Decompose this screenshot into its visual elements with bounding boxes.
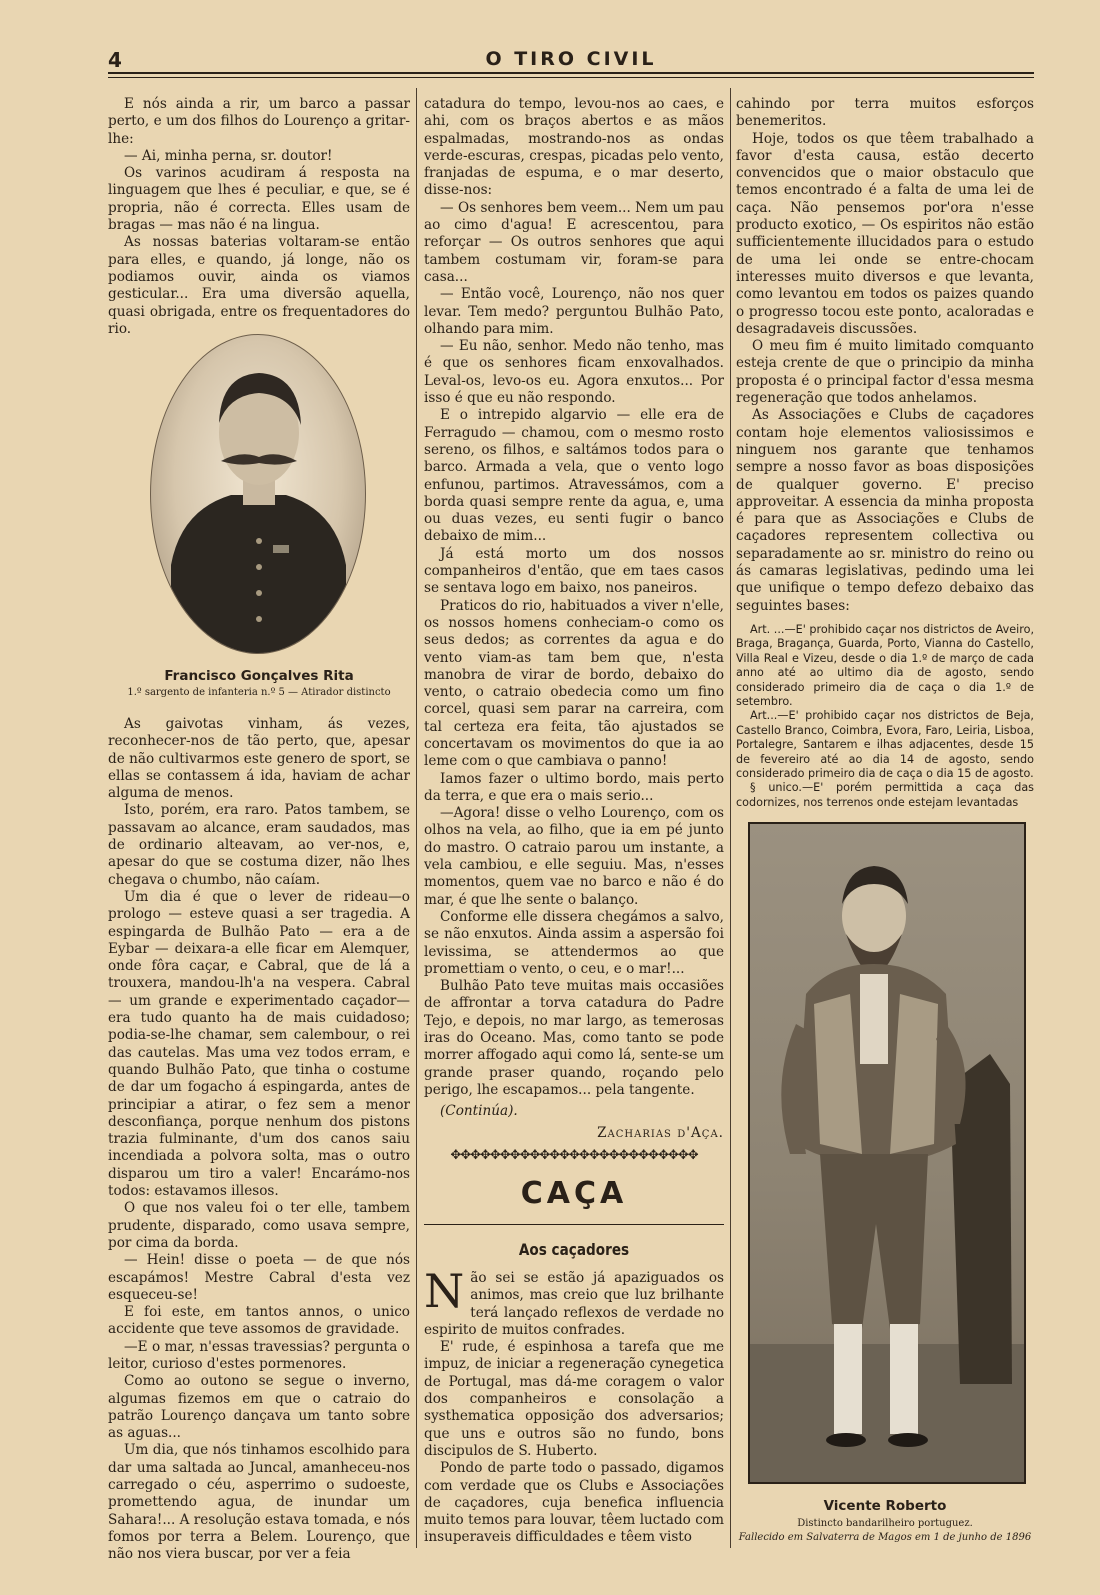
paragraph: — Ai, minha perna, sr. doutor!: [124, 147, 333, 164]
portrait-caption-name: Francisco Gonçalves Rita: [164, 668, 354, 684]
law-articles: [736, 623, 1034, 810]
paragraph: catadura do tempo, levou-nos ao caes, e ahi, com os braços abertos e as mãos espalmadas, mostrando-nos as ondas verde-escuras, crespas, picadas pelo vento, franjadas de espuma, e o mar deserto, disse-nos:: [424, 96, 724, 199]
paragraph: As Associações e Clubs de caçadores contam hoje elementos valiosissimos e ninguem nos garante que tenhamos sempre a nosso favor as boas disposições de qualquer governo. E' preciso approveitar. A essencia da minha proposta é para que as Associações e Clubs de caçadores representem collectiva ou separadamente ao sr. ministro do reino ou ás camaras legislativas, pedindo uma lei que unifique o tempo defezo debaixo das seguintes bases:: [736, 407, 1034, 614]
photo-caption-subtitle-2: Fallecido em Salvaterra de Magos em 1 de junho de 1896: [738, 1532, 1032, 1543]
column-1-bottom: [108, 716, 410, 1564]
author-signature: Zacharias d'Aça.: [597, 1124, 724, 1141]
paragraph: E' rude, é espinhosa a tarefa que me impuz, de iniciar a regeneração cynegetica de Portugal, mas dá-me coragem o valor dos companheiros e consolação a systhematica opposição dos adversarios; que uns e outros são no fundo, bons discipulos de S. Huberto.: [424, 1339, 724, 1459]
paragraph-text: ão sei se estão já apaziguados os animos, mas creio que luz brilhante terá lançado reflexos de verdade no espirito de muitos confrades.: [424, 1270, 724, 1338]
photo-figure: [750, 824, 1024, 1482]
paragraph: — Hein! disse o poeta — de que nós escapámos! Mestre Cabral d'esta vez esqueceu-se!: [108, 1252, 410, 1303]
page-number: 4: [108, 48, 122, 72]
column-2-caca: [424, 1264, 724, 1547]
column-divider-2: [730, 88, 731, 1548]
paragraph: Hoje, todos os que têem trabalhado a favor d'esta causa, estão decerto convencidos que o maior obstaculo que temos encontrado é a falta de uma lei de caça. Não pensemos por'ora n'esse producto exotico, — Os espiritos não estão sufficientemente illucidados para o estudo de uma lei onde se entre-chocam interesses muito diversos e que levanta, como levantou em todos os paizes quando o progresso tocou este ponto, acaloradas e desagradaveis discussões.: [736, 130, 1034, 337]
paragraph: — Então você, Lourenço, não nos quer levar. Tem medo? perguntou Bulhão Pato, olhando para mim.: [424, 286, 724, 337]
column-2-top: [424, 96, 724, 1142]
paragraph: Isto, porém, era raro. Patos tambem, se passavam ao alcance, eram saudados, mas de ordinario alteavam, ao ver-nos, e, apesar do que se costuma dizer, não lhes chegava o chumbo, não caíam.: [108, 802, 410, 888]
paragraph: As nossas baterias voltaram-se então para elles, e quando, já longe, não os podiamos ouvir, ainda os viamos gesticular... Era uma diversão aquella, quasi obrigada, entre os frequentadores do rio.: [108, 234, 410, 337]
paragraph: E foi este, em tantos annos, o unico accidente que teve assomos de gravidade.: [108, 1304, 410, 1338]
section-rule: [424, 1224, 724, 1225]
paragraph: O meu fim é muito limitado comquanto esteja crente de que o principio da minha proposta é o principal factor d'essa mesma regeneração que todos anhelamos.: [736, 338, 1034, 407]
paragraph: Já está morto um dos nossos companheiros d'então, que em taes casos se sentava logo em baixo, nos paneiros.: [424, 545, 724, 597]
paragraph: —Agora! disse o velho Lourenço, com os olhos na vela, ao filho, que ia em pé junto do mastro. O catraio parou um instante, a vela cambiou, e elle seguiu. Mas, n'esses momentos, quem vae no barco e não é do mar, é que lhe sente o balanço.: [424, 805, 724, 908]
photo-caption-name: Vicente Roberto: [823, 1498, 947, 1514]
paragraph: O que nos valeu foi o ter elle, tambem prudente, disparado, como usava sempre, por cima da borda.: [108, 1200, 410, 1251]
header-rule: [108, 72, 1034, 74]
paragraph: Os varinos acudiram á resposta na linguagem que lhes é peculiar, e que, se é propria, não é correcta. Elles usam de bragas — mas não é na lingua.: [108, 165, 410, 234]
photo-caption-subtitle-1: Distincto bandarilheiro portuguez.: [797, 1518, 973, 1529]
paragraph: Um dia, que nós tinhamos escolhido para dar uma saltada ao Juncal, amanheceu-nos carregado o céu, asperrimo o sudoeste, promettendo agua, de inundar um Sahara!... A resolução estava tomada, e nós fomos por terra a Belem. Lourenço, que não nos viera buscar, por ver a feia: [108, 1442, 410, 1563]
section-subhead: Aos caçadores: [518, 1240, 630, 1259]
header-rule-thin: [108, 77, 1034, 78]
paragraph: —E o mar, n'essas travessias? pergunta o leitor, curioso d'estes pormenores.: [108, 1338, 410, 1372]
paragraph: E nós ainda a rir, um barco a passar perto, e um dos filhos do Lourenço a gritar-lhe:: [108, 96, 410, 147]
law-article: Art...—E' prohibido caçar nos districtos de Beja, Castello Branco, Coimbra, Evora, Faro, Leiria, Lisboa, Portalegre, Santarem e ilhas adjacentes, desde 15 de fevereiro até ao dia 14 de agosto, sendo considerado primeiro dia de caça o dia 15 de agosto.: [736, 709, 1034, 780]
column-1-top: [108, 96, 410, 338]
paragraph: — Os senhores bem veem... Nem um pau ao cimo d'agua! E acrescentou, para reforçar — Os outros senhores que aqui tambem costumam vir, foram-se para casa...: [424, 199, 724, 285]
ornament-divider: ✥✥✥✥✥✥✥✥✥✥✥✥✥✥✥✥✥✥✥✥✥✥✥✥✥: [450, 1148, 698, 1163]
paragraph: Conforme elle dissera chegámos a salvo, se não enxutos. Ainda assim a aspersão foi levissima, se attendermos ao que promettiam o vento, o ceu, e o mar!...: [424, 908, 724, 977]
paragraph: Um dia é que o lever de rideau—o prologo — esteve quasi a ser tragedia. A espingarda de Bulhão Pato — era a de Eybar — deixara-a elle ficar em Alemquer, onde fôra caçar, e Cabral, que de lá a trouxera, mandou-lh'a na vespera. Cabral — um grande e experimentado caçador—era tudo quanto ha de mais cuidadoso; podia-se-lhe chamar, sem calembour, o rei das cautelas. Mas uma vez todos erram, e quando Bulhão Pato, que tinha o costume de dar um fogacho á espingarda, antes de principiar a atirar, o fez sem a menor desconfiança, porque nenhum dos pistons trazia fulminante, d'um dos canos saiu incendiada a polvora solta, mas o outro disparou um tiro a valer! Encarámo-nos todos: estavamos illesos.: [108, 888, 410, 1200]
paragraph: [424, 1264, 724, 1339]
portrait-francisco-goncalves-rita: [150, 334, 366, 654]
paragraph: Bulhão Pato teve muitas mais occasiões de affrontar a torva catadura do Padre Tejo, e depois, no mar largo, as temerosas iras do Oceano. Mas, como tanto se pode morrer affogado aqui como lá, sente-se um grande praser quando, roçando pelo perigo, lhe escapamos... pela tangente.: [424, 978, 724, 1098]
law-article: Art. ...—E' prohibido caçar nos districtos de Aveiro, Braga, Bragança, Guarda, Porto, Vianna do Castello, Villa Real e Vizeu, desde o dia 1.º de março de cada anno até ao ultimo dia de agosto, sendo considerado primeiro dia de caça o dia 1.º de setembro.: [736, 622, 1034, 708]
section-title: CAÇA: [520, 1176, 628, 1211]
continua-note: (Continúa).: [440, 1103, 518, 1120]
paragraph: Iamos fazer o ultimo bordo, mais perto da terra, e que era o mais serio...: [424, 770, 724, 804]
newspaper-title: O TIRO CIVIL: [485, 48, 657, 70]
paragraph: — Eu não, senhor. Medo não tenho, mas é que os senhores ficam enxovalhados. Leval-os, levo-os eu. Agora enxutos... Por isso é que eu não respondo.: [424, 338, 724, 407]
paragraph: cahindo por terra muitos esforços benemeritos.: [736, 96, 1034, 130]
portrait-figure: [151, 335, 365, 653]
column-3-top: [736, 96, 1034, 810]
paragraph: Pondo de parte todo o passado, digamos com verdade que os Clubs e Associações de caçadores, cuja benefica influencia muito temos para louvar, têem luctado com insuperaveis difficuldades e têem visto: [424, 1460, 724, 1546]
drop-cap: N: [424, 1264, 465, 1318]
column-divider-1: [416, 88, 417, 1548]
law-article: § unico.—E' porém permittida a caça das codornizes, nos terrenos onde estejam levantadas: [736, 781, 1034, 809]
portrait-caption-subtitle: 1.º sargento de infanteria n.º 5 — Atirador distincto: [127, 687, 391, 698]
paragraph: Praticos do rio, habituados a viver n'elle, os nossos homens conheciam-o como os seus dedos; as correntes da agua e do vento viam-as tam bem que, n'esta manobra de virar de bordo, debaixo do vento, o catraio obedecia como um fino corcel, quasi sem parar na carreira, com tal certeza era feita, tão ajustados se concertavam os movimentos do que ia ao leme com o que cambiava o panno!: [424, 597, 724, 770]
paragraph: As gaivotas vinham, ás vezes, reconhecer-nos de tão perto, que, apesar de não cultivarmos este genero de sport, se ellas se contassem á ida, haviam de achar alguma de menos.: [108, 716, 410, 802]
paragraph: Como ao outono se segue o inverno, algumas fizemos em que o catraio do patrão Lourenço dançava um tanto sobre as aguas...: [108, 1373, 410, 1442]
paragraph: E o intrepido algarvio — elle era de Ferragudo — chamou, com o mesmo rosto sereno, os filhos, e saltámos todos para o barco. Armada a vela, que o vento logo enfunou, partimos. Atravessámos, com a borda quasi sempre rente da agua, e, uma ou duas vezes, eu senti fugir o banco debaixo de mim...: [424, 407, 724, 545]
photo-vicente-roberto: [748, 822, 1026, 1484]
